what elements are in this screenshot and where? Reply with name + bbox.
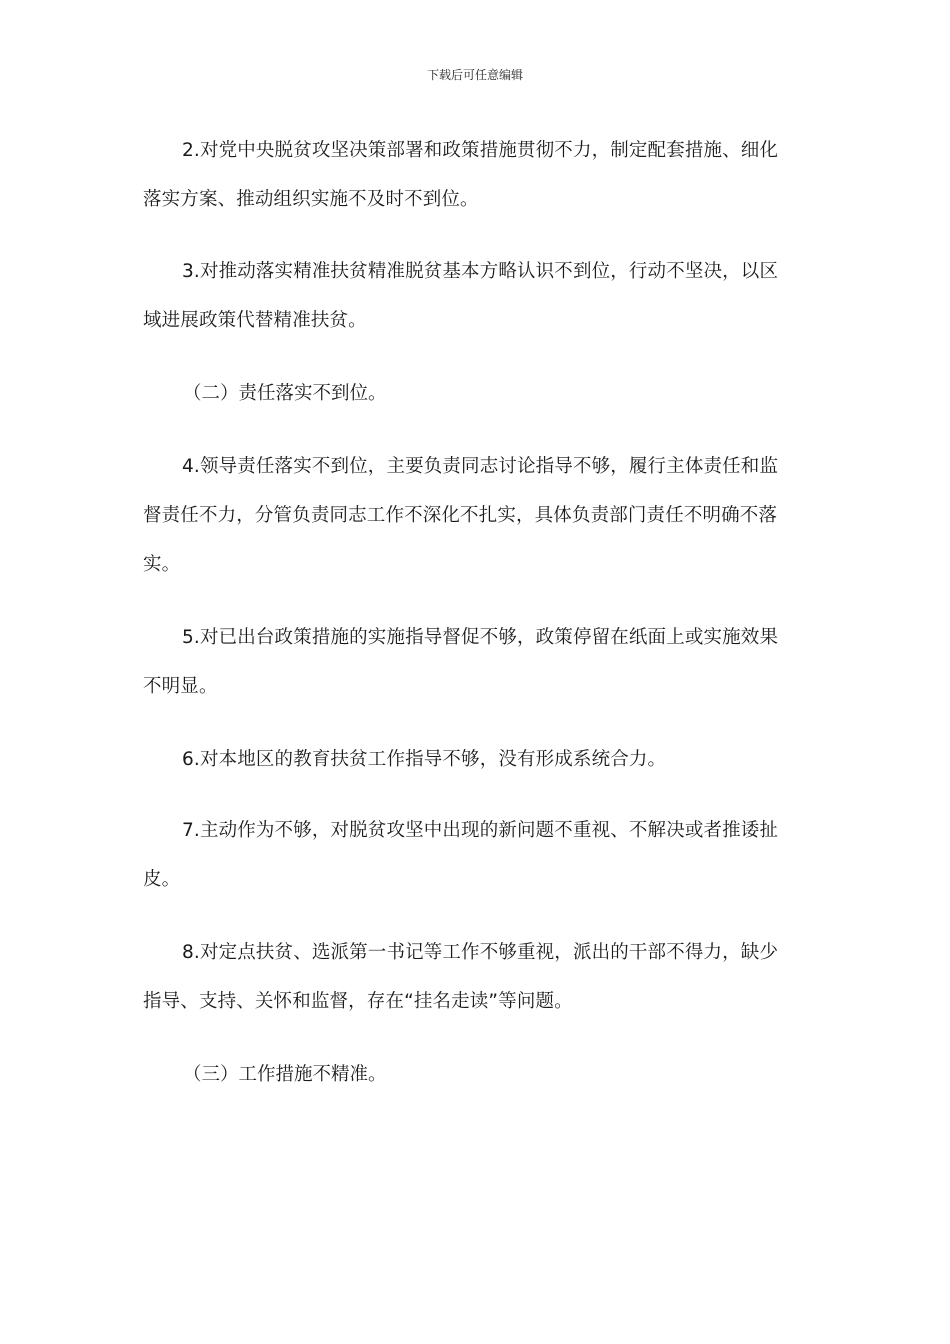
paragraph-item-8: 8.对定点扶贫、选派第一书记等工作不够重视，派出的干部不得力，缺少指导、支持、关怀和监督，存在“挂名走读”等问题。	[143, 942, 779, 1012]
paragraph-item-5: 5.对已出台政策措施的实施指导督促不够，政策停留在纸面上或实施效果不明显。	[143, 627, 779, 697]
paragraph-item-3: 3.对推动落实精准扶贫精准脱贫基本方略认识不到位，行动不坚决，以区域进展政策代替精准扶贫。	[143, 261, 779, 331]
paragraph-item-2: 2.对党中央脱贫攻坚决策部署和政策措施贯彻不力，制定配套措施、细化落实方案、推动组织实施不及时不到位。	[143, 140, 779, 210]
page-header: 下载后可任意编辑	[426, 68, 523, 82]
section-heading-2: （二）责任落实不到位。	[183, 383, 387, 404]
paragraph-item-4: 4.领导责任落实不到位，主要负责同志讨论指导不够，履行主体责任和监督责任不力，分管负责同志工作不深化不扎实，具体负责部门责任不明确不落实。	[143, 456, 779, 575]
paragraph-item-7: 7.主动作为不够，对脱贫攻坚中出现的新问题不重视、不解决或者推诿扯皮。	[143, 820, 779, 890]
paragraph-item-6: 6.对本地区的教育扶贫工作指导不够，没有形成系统合力。	[182, 749, 667, 770]
section-heading-3: （三）工作措施不精准。	[183, 1064, 387, 1085]
